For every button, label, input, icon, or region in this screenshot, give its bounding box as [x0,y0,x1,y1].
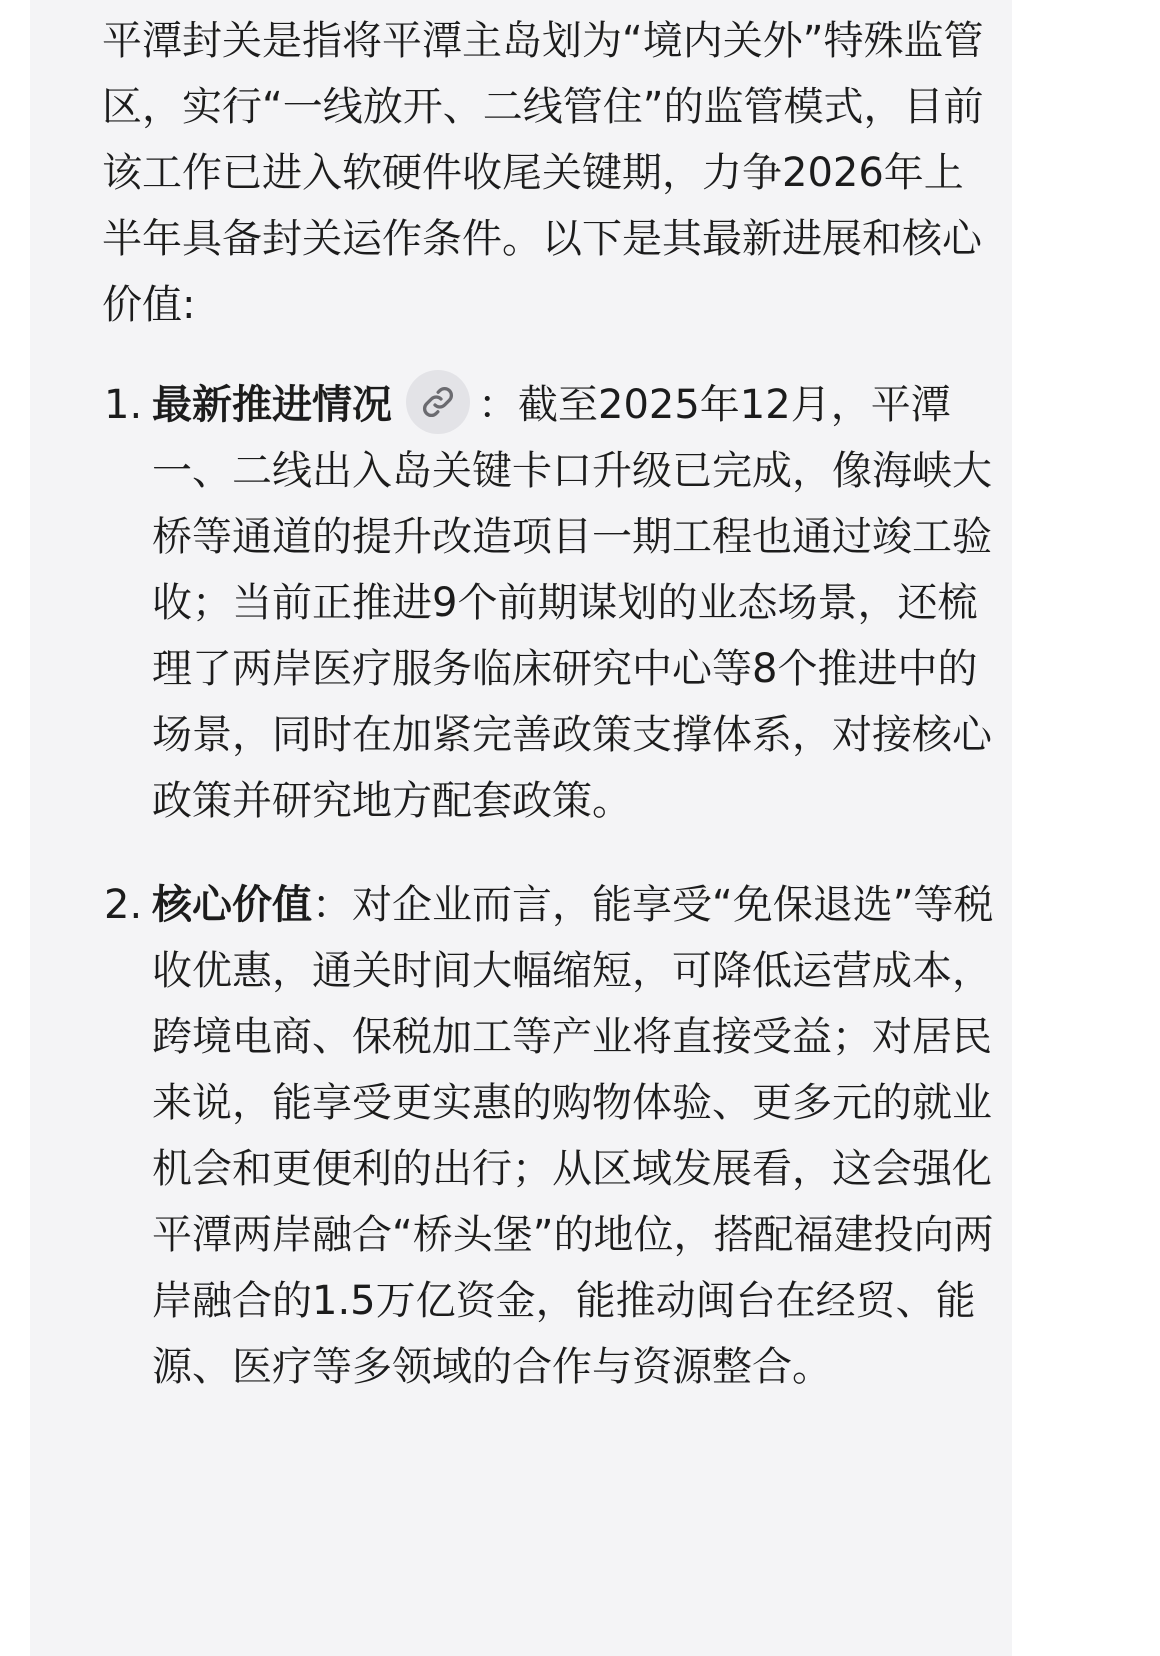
message-content [102,8,1002,1400]
link-icon [420,384,456,420]
item-heading: 最新推进情况 [152,382,392,428]
numbered-list [102,372,1002,1400]
item-body: 对企业而言，能享受“免保退选”等税收优惠，通关时间大幅缩短，可降低运营成本，跨境电商、保税加工等产业将直接受益；对居民来说，能享受更实惠的购物体验、更多元的就业机会和更便利的出行；从区域发展看，这会强化平潭两岸融合“桥头堡”的地位，搭配福建投向两岸融合的1.5万亿资金，能推动闽台在经贸、能源、医疗等多领域的合作与资源整合。 [152,882,994,1390]
item-body: 截至2025年12月，平潭一、二线出入岛关键卡口升级已完成，像海峡大桥等通道的提升改造项目一期工程也通过竣工验收；当前正推进9个前期谋划的业态场景，还梳理了两岸医疗服务临床研究中心等8个推进中的场景，同时在加紧完善政策支撑体系，对接核心政策并研究地方配套政策。 [152,382,992,824]
list-item [102,872,1002,1400]
list-number: 1. [104,382,143,428]
item-heading: 核心价值 [152,882,312,928]
list-item [102,372,1002,834]
list-number: 2. [104,882,143,928]
source-link-button[interactable] [406,370,470,434]
message-card [30,0,1012,1656]
intro-paragraph: 平潭封关是指将平潭主岛划为“境内关外”特殊监管区，实行“一线放开、二线管住”的监管模式，目前该工作已进入软硬件收尾关键期，力争2026年上半年具备封关运作条件。以下是其最新进展和核心价值: [102,18,984,328]
item-separator: ： [312,882,352,928]
item-separator: ： [478,382,518,428]
